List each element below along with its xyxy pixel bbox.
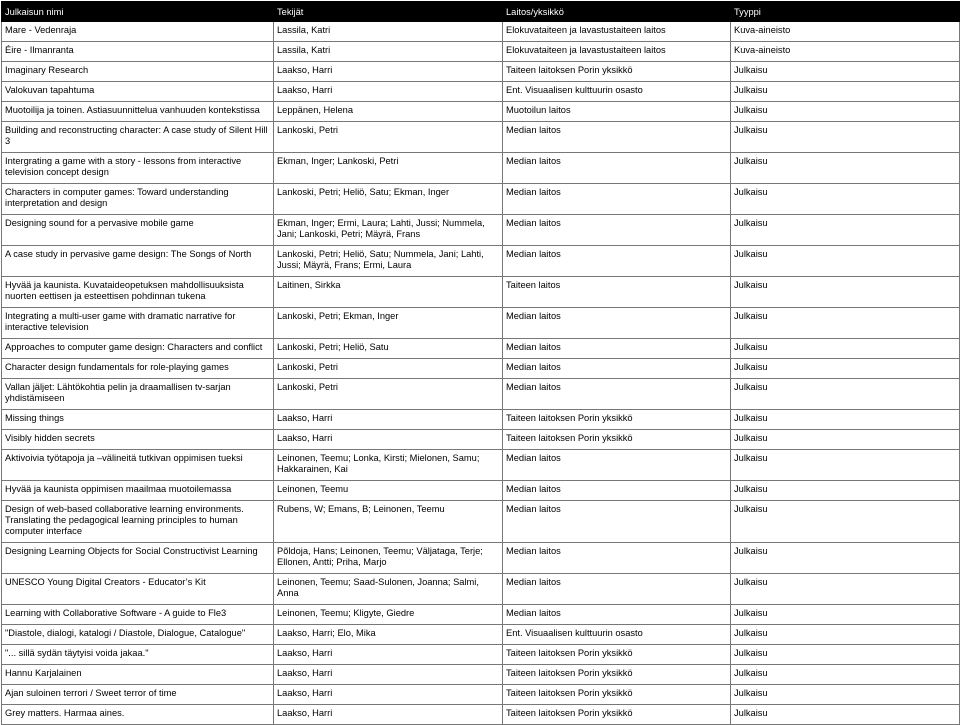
- type-cell: Julkaisu: [731, 62, 960, 82]
- authors-cell: Laakso, Harri: [274, 430, 503, 450]
- authors-cell: Leinonen, Teemu; Kligyte, Giedre: [274, 605, 503, 625]
- title-cell: Missing things: [2, 410, 274, 430]
- table-row: [2, 102, 960, 122]
- title-cell: "... sillä sydän täytyisi voida jakaa.": [2, 645, 274, 665]
- table-row: [2, 430, 960, 450]
- table-row: [2, 22, 960, 42]
- authors-cell: Lankoski, Petri; Heliö, Satu: [274, 339, 503, 359]
- unit-cell: Median laitos: [503, 339, 731, 359]
- type-cell: Julkaisu: [731, 246, 960, 277]
- type-cell: Julkaisu: [731, 450, 960, 481]
- unit-cell: Taiteen laitoksen Porin yksikkö: [503, 665, 731, 685]
- authors-cell: Laakso, Harri: [274, 82, 503, 102]
- table-row: [2, 82, 960, 102]
- type-cell: Julkaisu: [731, 665, 960, 685]
- unit-cell: Taiteen laitoksen Porin yksikkö: [503, 62, 731, 82]
- authors-cell: Leinonen, Teemu; Lonka, Kirsti; Mielonen, Samu; Hakkarainen, Kai: [274, 450, 503, 481]
- column-header-title: Julkaisun nimi: [2, 2, 274, 22]
- title-cell: "Diastole, dialogi, katalogi / Diastole, Dialogue, Catalogue": [2, 625, 274, 645]
- unit-cell: Median laitos: [503, 184, 731, 215]
- table-row: [2, 481, 960, 501]
- title-cell: Designing sound for a pervasive mobile game: [2, 215, 274, 246]
- unit-cell: Median laitos: [503, 501, 731, 543]
- table-row: [2, 339, 960, 359]
- title-cell: Visibly hidden secrets: [2, 430, 274, 450]
- title-cell: Design of web-based collaborative learning environments. Translating the pedagogical learning principles to human computer interface: [2, 501, 274, 543]
- authors-cell: Ekman, Inger; Ermi, Laura; Lahti, Jussi; Nummela, Jani; Lankoski, Petri; Mäyrä, Frans: [274, 215, 503, 246]
- table-row: [2, 574, 960, 605]
- authors-cell: Laakso, Harri: [274, 685, 503, 705]
- table-row: [2, 246, 960, 277]
- unit-cell: Taiteen laitoksen Porin yksikkö: [503, 645, 731, 665]
- authors-cell: Lankoski, Petri: [274, 122, 503, 153]
- type-cell: Julkaisu: [731, 339, 960, 359]
- authors-cell: Rubens, W; Emans, B; Leinonen, Teemu: [274, 501, 503, 543]
- authors-cell: Leinonen, Teemu: [274, 481, 503, 501]
- authors-cell: Põldoja, Hans; Leinonen, Teemu; Väljataga, Terje; Ellonen, Antti; Priha, Marjo: [274, 543, 503, 574]
- table-row: [2, 410, 960, 430]
- title-cell: Valokuvan tapahtuma: [2, 82, 274, 102]
- authors-cell: Laakso, Harri: [274, 665, 503, 685]
- unit-cell: Median laitos: [503, 481, 731, 501]
- column-header-unit: Laitos/yksikkö: [503, 2, 731, 22]
- authors-cell: Laakso, Harri; Elo, Mika: [274, 625, 503, 645]
- type-cell: Julkaisu: [731, 705, 960, 725]
- type-cell: Julkaisu: [731, 501, 960, 543]
- unit-cell: Median laitos: [503, 308, 731, 339]
- table-row: [2, 450, 960, 481]
- title-cell: Hannu Karjalainen: [2, 665, 274, 685]
- type-cell: Julkaisu: [731, 122, 960, 153]
- unit-cell: Taiteen laitoksen Porin yksikkö: [503, 685, 731, 705]
- table-row: [2, 184, 960, 215]
- unit-cell: Ent. Visuaalisen kulttuurin osasto: [503, 82, 731, 102]
- type-cell: Julkaisu: [731, 605, 960, 625]
- type-cell: Julkaisu: [731, 481, 960, 501]
- column-header-type: Tyyppi: [731, 2, 960, 22]
- title-cell: Learning with Collaborative Software - A guide to Fle3: [2, 605, 274, 625]
- type-cell: Julkaisu: [731, 543, 960, 574]
- table-row: [2, 705, 960, 725]
- unit-cell: Taiteen laitoksen Porin yksikkö: [503, 430, 731, 450]
- unit-cell: Median laitos: [503, 379, 731, 410]
- type-cell: Julkaisu: [731, 645, 960, 665]
- unit-cell: Median laitos: [503, 543, 731, 574]
- type-cell: Julkaisu: [731, 359, 960, 379]
- title-cell: Hyvää ja kaunista oppimisen maailmaa muotoilemassa: [2, 481, 274, 501]
- authors-cell: Lankoski, Petri; Ekman, Inger: [274, 308, 503, 339]
- unit-cell: Taiteen laitoksen Porin yksikkö: [503, 705, 731, 725]
- unit-cell: Taiteen laitos: [503, 277, 731, 308]
- title-cell: Vallan jäljet: Lähtökohtia pelin ja draamallisen tv-sarjan yhdistämiseen: [2, 379, 274, 410]
- title-cell: A case study in pervasive game design: The Songs of North: [2, 246, 274, 277]
- type-cell: Julkaisu: [731, 215, 960, 246]
- authors-cell: Laakso, Harri: [274, 410, 503, 430]
- unit-cell: Median laitos: [503, 450, 731, 481]
- publication-table: [1, 1, 960, 725]
- table-row: [2, 308, 960, 339]
- unit-cell: Median laitos: [503, 574, 731, 605]
- type-cell: Julkaisu: [731, 184, 960, 215]
- column-header-authors: Tekijät: [274, 2, 503, 22]
- unit-cell: Elokuvataiteen ja lavastustaiteen laitos: [503, 22, 731, 42]
- unit-cell: Median laitos: [503, 153, 731, 184]
- table-row: [2, 543, 960, 574]
- authors-cell: Lankoski, Petri; Heliö, Satu; Nummela, Jani; Lahti, Jussi; Mäyrä, Frans; Ermi, Laura: [274, 246, 503, 277]
- title-cell: Muotoilija ja toinen. Astiasuunnittelua vanhuuden kontekstissa: [2, 102, 274, 122]
- type-cell: Julkaisu: [731, 379, 960, 410]
- type-cell: Julkaisu: [731, 82, 960, 102]
- authors-cell: Lassila, Katri: [274, 42, 503, 62]
- type-cell: Julkaisu: [731, 410, 960, 430]
- title-cell: Intergrating a game with a story - lessons from interactive television concept design: [2, 153, 274, 184]
- table-row: [2, 605, 960, 625]
- table-row: [2, 645, 960, 665]
- authors-cell: Laakso, Harri: [274, 645, 503, 665]
- authors-cell: Lankoski, Petri; Heliö, Satu; Ekman, Inger: [274, 184, 503, 215]
- type-cell: Julkaisu: [731, 574, 960, 605]
- type-cell: Julkaisu: [731, 277, 960, 308]
- title-cell: Building and reconstructing character: A case study of Silent Hill 3: [2, 122, 274, 153]
- unit-cell: Median laitos: [503, 246, 731, 277]
- table-row: [2, 625, 960, 645]
- title-cell: Hyvää ja kaunista. Kuvataideopetuksen mahdollisuuksista nuorten eettisen ja esteettisen pohdinnan tukena: [2, 277, 274, 308]
- authors-cell: Ekman, Inger; Lankoski, Petri: [274, 153, 503, 184]
- header-row: [2, 2, 960, 22]
- unit-cell: Median laitos: [503, 215, 731, 246]
- authors-cell: Leinonen, Teemu; Saad-Sulonen, Joanna; Salmi, Anna: [274, 574, 503, 605]
- unit-cell: Median laitos: [503, 122, 731, 153]
- unit-cell: Elokuvataiteen ja lavastustaiteen laitos: [503, 42, 731, 62]
- title-cell: Mare - Vedenraja: [2, 22, 274, 42]
- title-cell: Ajan suloinen terrori / Sweet terror of time: [2, 685, 274, 705]
- type-cell: Julkaisu: [731, 308, 960, 339]
- type-cell: Julkaisu: [731, 102, 960, 122]
- table-row: [2, 42, 960, 62]
- unit-cell: Median laitos: [503, 359, 731, 379]
- title-cell: Éire - Ilmanranta: [2, 42, 274, 62]
- unit-cell: Median laitos: [503, 605, 731, 625]
- table-row: [2, 501, 960, 543]
- unit-cell: Taiteen laitoksen Porin yksikkö: [503, 410, 731, 430]
- title-cell: Aktivoivia työtapoja ja –välineitä tutkivan oppimisen tueksi: [2, 450, 274, 481]
- title-cell: Integrating a multi-user game with dramatic narrative for interactive television: [2, 308, 274, 339]
- authors-cell: Leppänen, Helena: [274, 102, 503, 122]
- authors-cell: Lassila, Katri: [274, 22, 503, 42]
- title-cell: Designing Learning Objects for Social Constructivist Learning: [2, 543, 274, 574]
- title-cell: Character design fundamentals for role-playing games: [2, 359, 274, 379]
- title-cell: Imaginary Research: [2, 62, 274, 82]
- type-cell: Kuva-aineisto: [731, 22, 960, 42]
- table-row: [2, 62, 960, 82]
- title-cell: Approaches to computer game design: Characters and conflict: [2, 339, 274, 359]
- publication-sheet: [1, 1, 959, 725]
- table-row: [2, 379, 960, 410]
- type-cell: Kuva-aineisto: [731, 42, 960, 62]
- authors-cell: Lankoski, Petri: [274, 359, 503, 379]
- type-cell: Julkaisu: [731, 153, 960, 184]
- authors-cell: Lankoski, Petri: [274, 379, 503, 410]
- table-row: [2, 665, 960, 685]
- authors-cell: Laakso, Harri: [274, 62, 503, 82]
- type-cell: Julkaisu: [731, 685, 960, 705]
- table-row: [2, 215, 960, 246]
- table-row: [2, 359, 960, 379]
- authors-cell: Laitinen, Sirkka: [274, 277, 503, 308]
- type-cell: Julkaisu: [731, 625, 960, 645]
- table-row: [2, 153, 960, 184]
- unit-cell: Muotoilun laitos: [503, 102, 731, 122]
- table-row: [2, 122, 960, 153]
- unit-cell: Ent. Visuaalisen kulttuurin osasto: [503, 625, 731, 645]
- table-row: [2, 685, 960, 705]
- title-cell: Grey matters. Harmaa aines.: [2, 705, 274, 725]
- title-cell: Characters in computer games: Toward understanding interpretation and design: [2, 184, 274, 215]
- type-cell: Julkaisu: [731, 430, 960, 450]
- authors-cell: Laakso, Harri: [274, 705, 503, 725]
- table-row: [2, 277, 960, 308]
- title-cell: UNESCO Young Digital Creators - Educator’s Kit: [2, 574, 274, 605]
